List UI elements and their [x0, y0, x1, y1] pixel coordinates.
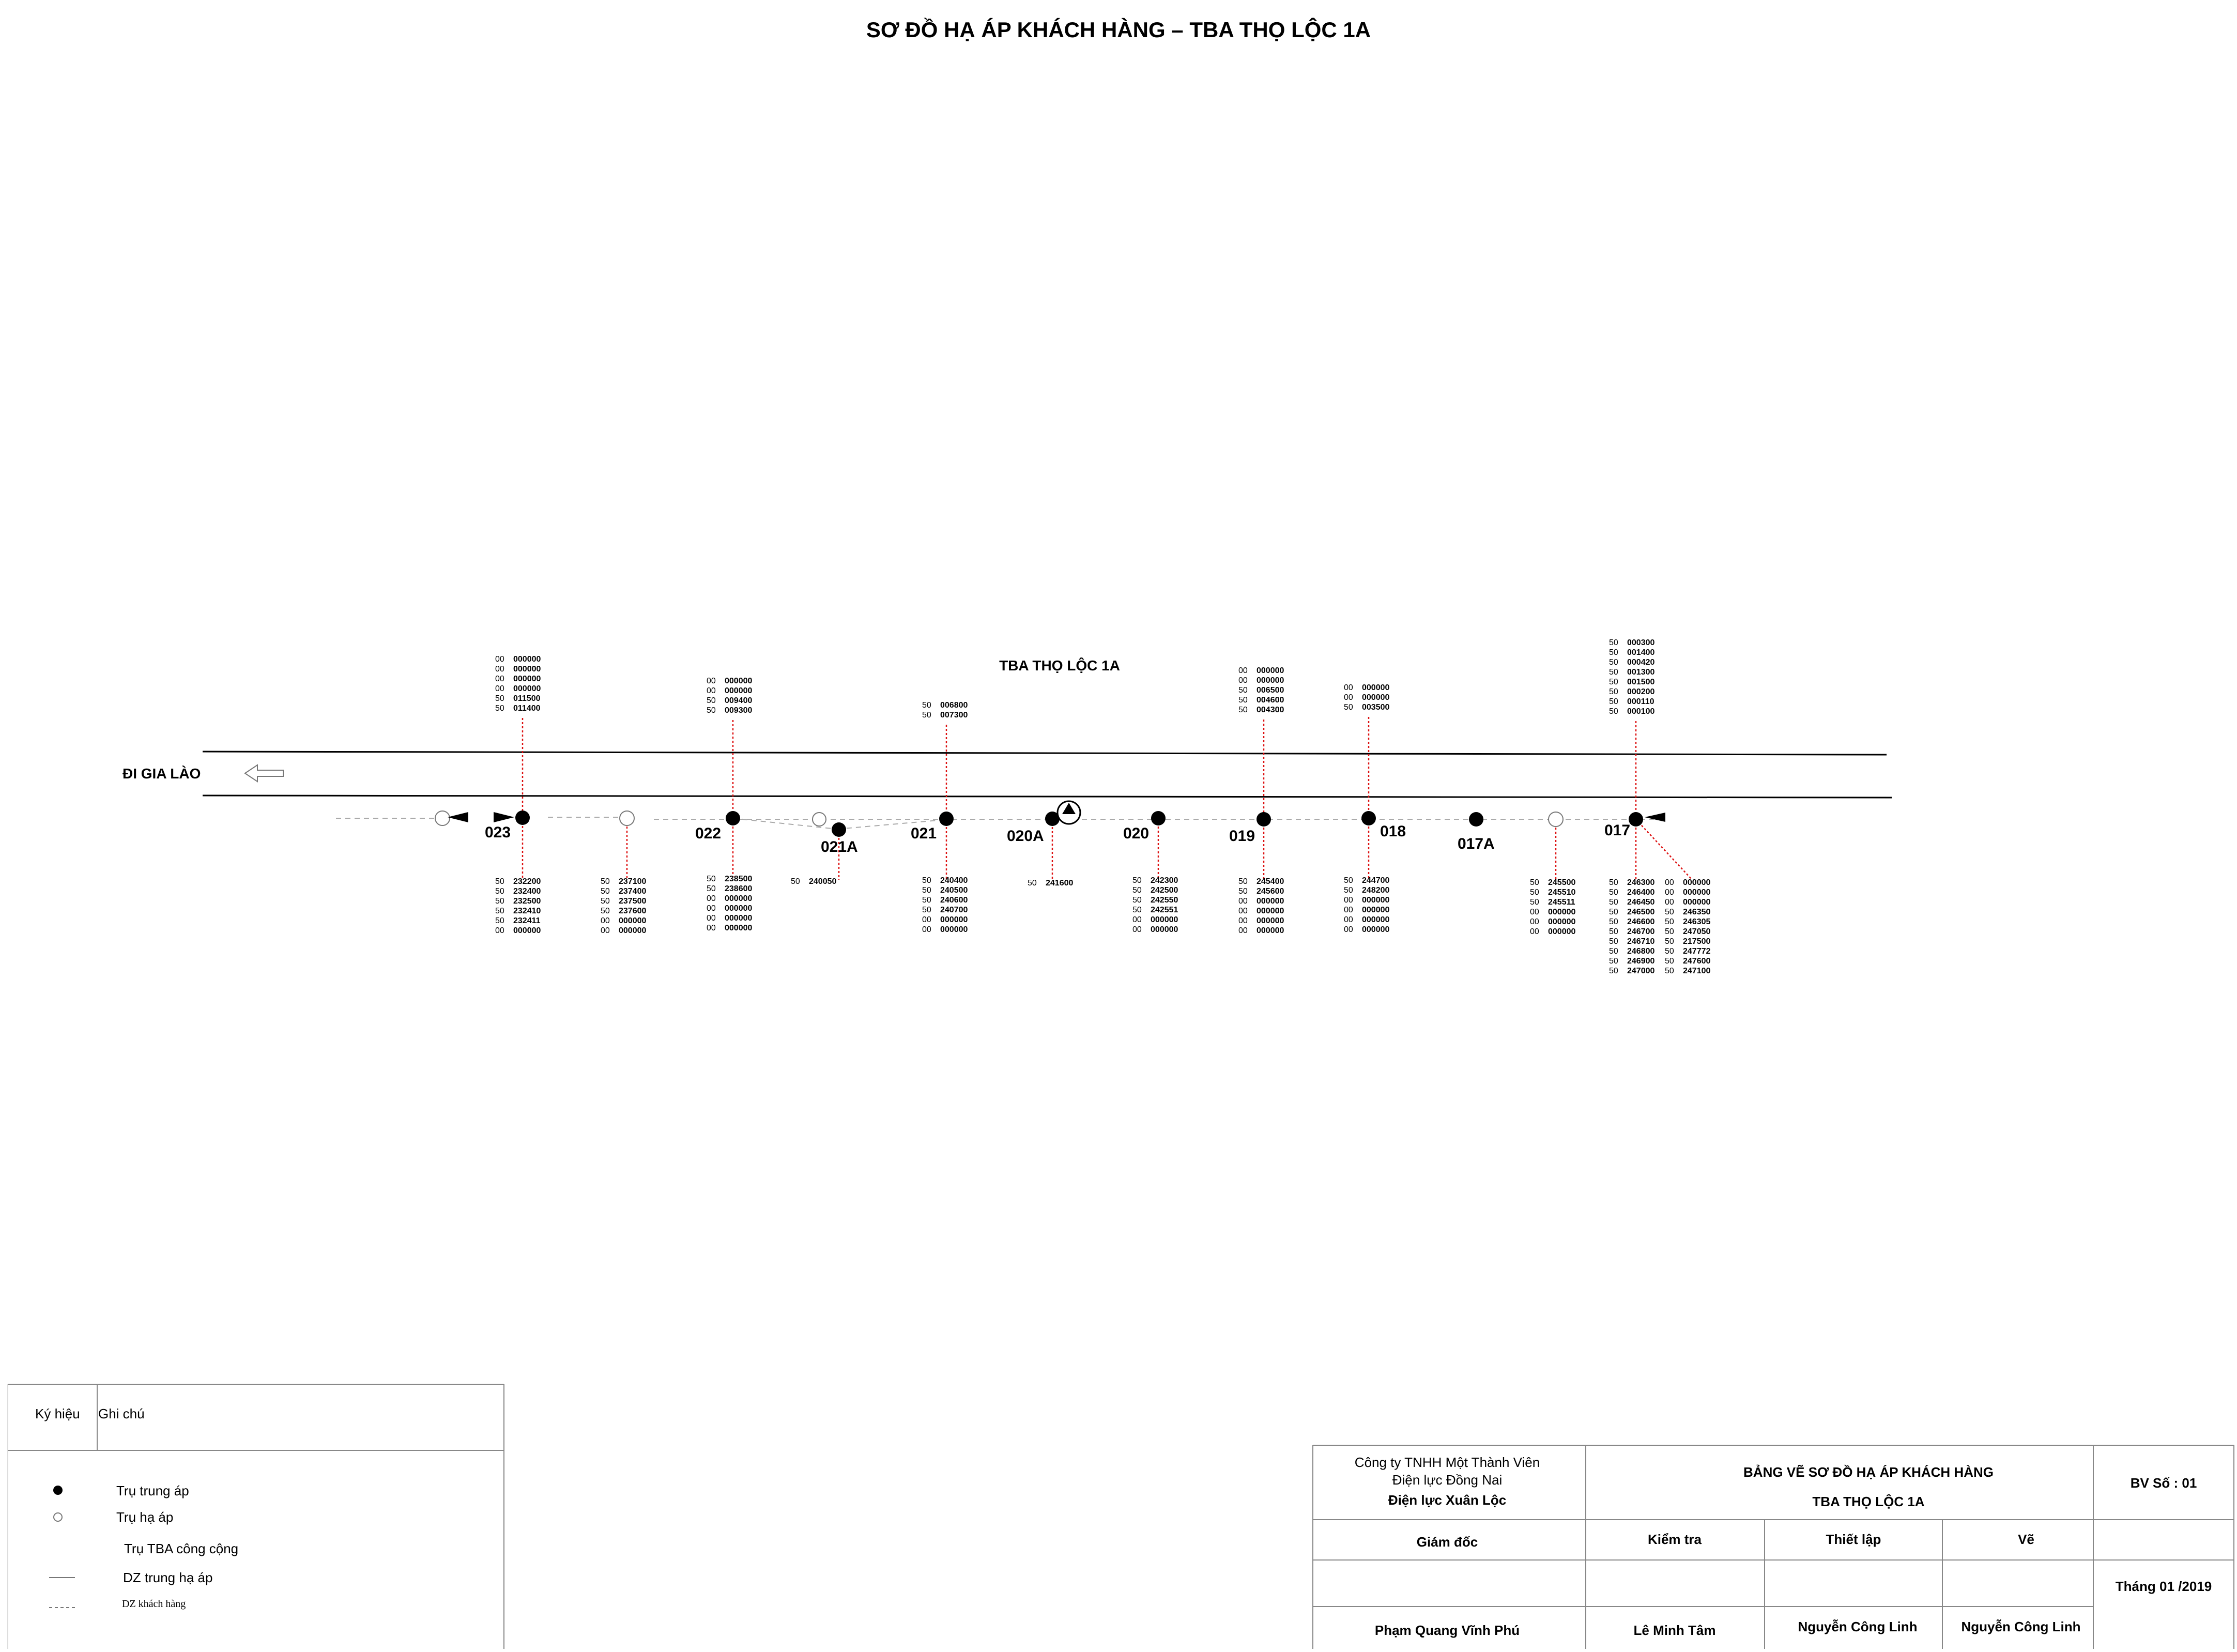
legend-col-note: Ghi chú: [98, 1406, 145, 1421]
customer-code: 000000: [1257, 926, 1284, 935]
code-prefix: 00: [922, 915, 931, 924]
code-prefix: 00: [1344, 915, 1353, 924]
code-prefix: 50: [601, 877, 610, 886]
code-prefix: 00: [495, 665, 504, 674]
code-prefix: 50: [922, 896, 931, 905]
code-prefix: 50: [495, 694, 504, 703]
low-pole-icon: [813, 813, 826, 826]
customer-code: 000000: [513, 675, 541, 683]
customer-code: 246600: [1627, 917, 1655, 926]
customer-code: 000000: [1683, 878, 1711, 887]
customer-code: 245400: [1257, 877, 1284, 886]
customer-code: 217500: [1683, 937, 1711, 946]
transformer-station-icon: [1058, 801, 1080, 824]
customer-code: 237500: [619, 897, 647, 906]
pole-label: 020A: [1007, 828, 1044, 845]
code-prefix: 00: [1344, 683, 1353, 692]
customer-code: 000000: [725, 686, 753, 695]
customer-code: 006500: [1257, 686, 1284, 695]
customer-code: 247772: [1683, 947, 1711, 956]
code-prefix: 50: [1530, 888, 1539, 897]
code-prefix: 00: [1344, 925, 1353, 934]
code-prefix: 50: [1609, 957, 1618, 966]
arrow-right-icon: [494, 812, 514, 822]
road-edge-top: [203, 752, 1887, 755]
code-prefix: 50: [1238, 877, 1248, 886]
code-prefix: 50: [922, 701, 931, 710]
customer-code: 001500: [1627, 678, 1655, 686]
code-prefix: 50: [1609, 687, 1618, 696]
drawing-subtitle: TBA THỌ LỘC 1A: [1812, 1494, 1925, 1509]
code-prefix: 50: [495, 887, 504, 896]
code-prefix: 50: [1238, 887, 1248, 896]
code-prefix: 50: [1665, 908, 1674, 916]
pole-label: 018: [1380, 823, 1406, 840]
code-prefix: 00: [495, 655, 504, 664]
customer-code: 000000: [1151, 925, 1178, 934]
code-prefix: 00: [1344, 906, 1353, 914]
code-prefix: 50: [1530, 898, 1539, 907]
company-line: Điện lực Đồng Nai: [1392, 1472, 1503, 1488]
code-prefix: 50: [495, 916, 504, 925]
customer-code: 000000: [1362, 896, 1390, 905]
customer-code: 003500: [1362, 703, 1390, 712]
pole-label: 022: [695, 825, 722, 842]
code-prefix: 50: [495, 907, 504, 915]
drawing-date: Tháng 01 /2019: [2115, 1579, 2212, 1594]
code-prefix: 50: [1530, 878, 1539, 887]
customer-code: 242300: [1151, 876, 1178, 885]
low-pole-icon: [620, 811, 634, 825]
customer-code: 246450: [1627, 898, 1655, 907]
code-prefix: 00: [1238, 926, 1248, 935]
code-prefix: 00: [922, 925, 931, 934]
name-draw: Nguyễn Công Linh: [1961, 1619, 2081, 1634]
customer-code: 240400: [940, 876, 968, 885]
customer-code: 001400: [1627, 648, 1655, 657]
legend-item: DZ trung hạ áp: [123, 1570, 213, 1585]
customer-code: 240500: [940, 886, 968, 895]
customer-code: 011500: [513, 694, 541, 703]
medium-pole-icon: [939, 812, 954, 826]
customer-code: 000110: [1627, 697, 1654, 706]
customer-code: 246400: [1627, 888, 1655, 897]
customer-code: 240700: [940, 906, 968, 914]
direction-arrow-icon: [245, 765, 283, 782]
role-setup: Thiết lập: [1826, 1532, 1881, 1547]
medium-pole-icon: [1257, 812, 1271, 827]
customer-code: 247600: [1683, 957, 1711, 966]
customer-code: 000000: [1362, 925, 1390, 934]
customer-code: 232411: [513, 916, 541, 925]
service-drops: [523, 717, 1691, 881]
code-prefix: 50: [922, 711, 931, 720]
code-prefix: 50: [922, 886, 931, 895]
code-prefix: 50: [1238, 706, 1248, 714]
direction-label: ĐI GIA LÀO: [122, 766, 201, 782]
name-director: Phạm Quang Vĩnh Phú: [1374, 1623, 1520, 1638]
customer-code: 000000: [513, 665, 541, 674]
code-prefix: 50: [922, 876, 931, 885]
code-prefix: 00: [1238, 916, 1248, 925]
code-prefix: 50: [601, 887, 610, 896]
customer-code: 246900: [1627, 957, 1655, 966]
medium-pole-icon: [726, 811, 740, 825]
customer-code: 000000: [1362, 915, 1390, 924]
medium-pole-icon: [832, 822, 846, 837]
legend-col-symbol: Ký hiệu: [35, 1406, 80, 1421]
code-prefix: 00: [1530, 908, 1539, 916]
code-prefix: 00: [1344, 693, 1353, 702]
code-prefix: 50: [1609, 658, 1618, 667]
customer-code: 000000: [940, 925, 968, 934]
code-prefix: 50: [1609, 908, 1618, 916]
code-prefix: 50: [1609, 638, 1618, 647]
customer-code: 004600: [1257, 696, 1284, 705]
code-prefix: 50: [1665, 917, 1674, 926]
code-prefix: 50: [1609, 967, 1618, 975]
code-prefix: 00: [1238, 676, 1248, 685]
company-line: Công ty TNHH Một Thành Viên: [1354, 1455, 1540, 1470]
customer-code: 000000: [725, 894, 753, 903]
code-prefix: 00: [1530, 927, 1539, 936]
customer-code: 245510: [1548, 888, 1576, 897]
title-block-text: [1355, 1455, 2212, 1638]
code-prefix: 00: [601, 916, 610, 925]
customer-code: 000000: [1548, 908, 1576, 916]
code-prefix: 50: [601, 907, 610, 915]
customer-code: 000000: [725, 914, 753, 923]
low-pole-icon: [54, 1513, 62, 1521]
customer-code: 246300: [1627, 878, 1655, 887]
customer-code: 000000: [1257, 916, 1284, 925]
customer-code: 000200: [1627, 687, 1655, 696]
code-prefix: 50: [1609, 648, 1618, 657]
code-prefix: 50: [707, 706, 716, 715]
customer-code: 247050: [1683, 927, 1711, 936]
customer-code: 011400: [513, 704, 541, 713]
code-prefix: 50: [1132, 906, 1142, 914]
code-prefix: 50: [1238, 696, 1248, 705]
customer-code: 237600: [619, 907, 647, 915]
medium-pole-icon: [1151, 811, 1166, 825]
legend-item: Trụ hạ áp: [116, 1509, 174, 1525]
customer-code: 245500: [1548, 878, 1576, 887]
customer-code: 000000: [619, 926, 647, 935]
customer-code: 009300: [725, 706, 753, 715]
customer-code: 248200: [1362, 886, 1390, 895]
customer-code: 007300: [940, 711, 968, 720]
customer-code: 000300: [1627, 638, 1655, 647]
code-prefix: 50: [1665, 937, 1674, 946]
customer-code: 000000: [1683, 888, 1711, 897]
low-pole-icon: [1549, 812, 1563, 827]
customer-code: 006800: [940, 701, 968, 710]
customer-code: 247000: [1627, 967, 1655, 975]
role-check: Kiểm tra: [1647, 1532, 1702, 1547]
drawing-number: BV Số : 01: [2130, 1475, 2197, 1491]
customer-code: 000000: [1257, 676, 1284, 685]
low-pole-icon: [435, 811, 450, 825]
code-prefix: 50: [1609, 898, 1618, 907]
name-setup: Nguyễn Công Linh: [1798, 1619, 1918, 1634]
customer-code: 009400: [725, 696, 753, 705]
code-prefix: 00: [1132, 915, 1142, 924]
customer-code: 242500: [1151, 886, 1178, 895]
code-prefix: 50: [1344, 876, 1353, 885]
customer-code: 004300: [1257, 706, 1284, 714]
code-prefix: 50: [707, 696, 716, 705]
customer-code: 246350: [1683, 908, 1711, 916]
code-prefix: 00: [1665, 888, 1674, 897]
code-prefix: 50: [707, 884, 716, 893]
legend: [8, 1384, 504, 1649]
pole-label: 021: [911, 825, 937, 842]
customer-code: 000000: [1362, 683, 1390, 692]
customer-code: 246305: [1683, 917, 1711, 926]
customer-code: 240600: [940, 896, 968, 905]
customer-code: 232400: [513, 887, 541, 896]
code-prefix: 50: [495, 704, 504, 713]
code-prefix: 50: [1344, 886, 1353, 895]
customer-code: 232500: [513, 897, 541, 906]
code-prefix: 00: [1530, 917, 1539, 926]
code-prefix: 50: [1609, 917, 1618, 926]
code-prefix: 00: [1665, 898, 1674, 907]
customer-code: 232410: [513, 907, 541, 915]
code-prefix: 50: [922, 906, 931, 914]
customer-code: 000000: [1257, 666, 1284, 675]
legend-item: Trụ trung áp: [116, 1483, 189, 1498]
pole-label: 019: [1229, 828, 1255, 845]
customer-code: 000000: [725, 924, 753, 932]
customer-code: 246500: [1627, 908, 1655, 916]
customer-code: 232200: [513, 877, 541, 886]
medium-pole-icon: [1629, 812, 1643, 827]
code-prefix: 00: [495, 684, 504, 693]
service-drop: [1636, 819, 1691, 879]
code-prefix: 50: [1609, 697, 1618, 706]
pole-label: 020: [1123, 825, 1150, 842]
code-prefix: 50: [1344, 703, 1353, 712]
code-prefix: 00: [1238, 907, 1248, 915]
code-prefix: 00: [1665, 878, 1674, 887]
medium-pole-icon: [1469, 812, 1483, 827]
road-edge-bottom: [203, 796, 1892, 798]
customer-code: 244700: [1362, 876, 1390, 885]
code-prefix: 50: [1665, 967, 1674, 975]
customer-code: 240050: [809, 877, 837, 886]
customer-code: 246710: [1627, 937, 1655, 946]
legend-item: Trụ TBA công cộng: [124, 1541, 239, 1556]
pole-label: 017A: [1458, 835, 1495, 852]
customer-lines: [336, 817, 1654, 829]
arrow-left-icon: [448, 812, 468, 822]
customer-code: 238500: [725, 875, 753, 883]
name-check: Lê Minh Tâm: [1633, 1623, 1716, 1638]
code-prefix: 00: [707, 924, 716, 932]
customer-code: 000000: [1362, 906, 1390, 914]
pole-label: 023: [485, 824, 511, 841]
customer-code: 000000: [1548, 917, 1576, 926]
code-prefix: 50: [1609, 947, 1618, 956]
customer-code: 245600: [1257, 887, 1284, 896]
customer-codes: [495, 638, 1710, 975]
code-prefix: 00: [1132, 925, 1142, 934]
code-prefix: 50: [495, 877, 504, 886]
customer-code: 000000: [725, 904, 753, 913]
customer-code: 000000: [1257, 907, 1284, 915]
code-prefix: 00: [601, 926, 610, 935]
customer-code: 246800: [1627, 947, 1655, 956]
code-prefix: 50: [1609, 678, 1618, 686]
code-prefix: 00: [1238, 666, 1248, 675]
customer-code: 000000: [1362, 693, 1390, 702]
code-prefix: 00: [707, 904, 716, 913]
code-prefix: 00: [707, 677, 716, 685]
customer-code: 000000: [619, 916, 647, 925]
pole-label: 021A: [821, 838, 858, 855]
code-prefix: 50: [1609, 878, 1618, 887]
customer-code: 000000: [1548, 927, 1576, 936]
code-prefix: 50: [1665, 957, 1674, 966]
code-prefix: 50: [1609, 668, 1618, 677]
code-prefix: 50: [1132, 876, 1142, 885]
customer-code: 237400: [619, 887, 647, 896]
company-line: Điện lực Xuân Lộc: [1388, 1492, 1507, 1508]
code-prefix: 00: [707, 686, 716, 695]
customer-code: 000000: [513, 926, 541, 935]
medium-pole-icon: [53, 1486, 63, 1495]
role-director: Giám đốc: [1416, 1534, 1478, 1550]
code-prefix: 50: [791, 877, 800, 886]
code-prefix: 50: [1132, 896, 1142, 905]
code-prefix: 50: [1665, 927, 1674, 936]
customer-code: 246700: [1627, 927, 1655, 936]
customer-code: 238600: [725, 884, 753, 893]
code-prefix: 50: [707, 875, 716, 883]
customer-code: 237100: [619, 877, 647, 886]
code-prefix: 50: [1609, 937, 1618, 946]
drawing-title: BẢNG VẼ SƠ ĐỒ HẠ ÁP KHÁCH HÀNG: [1743, 1464, 1994, 1480]
customer-code: 001300: [1627, 668, 1655, 677]
code-prefix: 50: [495, 897, 504, 906]
customer-code: 242550: [1151, 896, 1178, 905]
customer-code: 000000: [1683, 898, 1711, 907]
legend-item: DZ khách hàng: [122, 1598, 186, 1610]
code-prefix: 50: [1238, 686, 1248, 695]
medium-pole-icon: [1361, 811, 1376, 825]
code-prefix: 00: [1238, 897, 1248, 906]
customer-code: 000000: [1257, 897, 1284, 906]
customer-code: 000420: [1627, 658, 1655, 667]
customer-code: 242551: [1151, 906, 1178, 914]
role-draw: Vẽ: [2018, 1532, 2034, 1547]
customer-code: 000000: [940, 915, 968, 924]
code-prefix: 00: [707, 894, 716, 903]
code-prefix: 50: [1609, 888, 1618, 897]
station-label: TBA THỌ LỘC 1A: [999, 657, 1120, 674]
customer-code: 000000: [513, 655, 541, 664]
code-prefix: 50: [601, 897, 610, 906]
code-prefix: 00: [1344, 896, 1353, 905]
code-prefix: 50: [1028, 879, 1037, 888]
customer-code: 000000: [1151, 915, 1178, 924]
code-prefix: 50: [1132, 886, 1142, 895]
customer-code: 000000: [725, 677, 753, 685]
customer-code: 241600: [1046, 879, 1074, 888]
code-prefix: 00: [495, 926, 504, 935]
code-prefix: 50: [1609, 927, 1618, 936]
customer-code: 000100: [1627, 707, 1655, 716]
arrow-left-icon: [1645, 813, 1665, 822]
code-prefix: 00: [495, 675, 504, 683]
code-prefix: 00: [707, 914, 716, 923]
customer-code: 000000: [513, 684, 541, 693]
medium-pole-icon: [515, 810, 530, 825]
diagram-title: SƠ ĐỒ HẠ ÁP KHÁCH HÀNG – TBA THỌ LỘC 1A: [866, 18, 1371, 42]
code-prefix: 50: [1609, 707, 1618, 716]
code-prefix: 50: [1665, 947, 1674, 956]
customer-code: 245511: [1548, 898, 1575, 907]
customer-code: 247100: [1683, 967, 1711, 975]
pole-label: 017: [1604, 822, 1631, 839]
